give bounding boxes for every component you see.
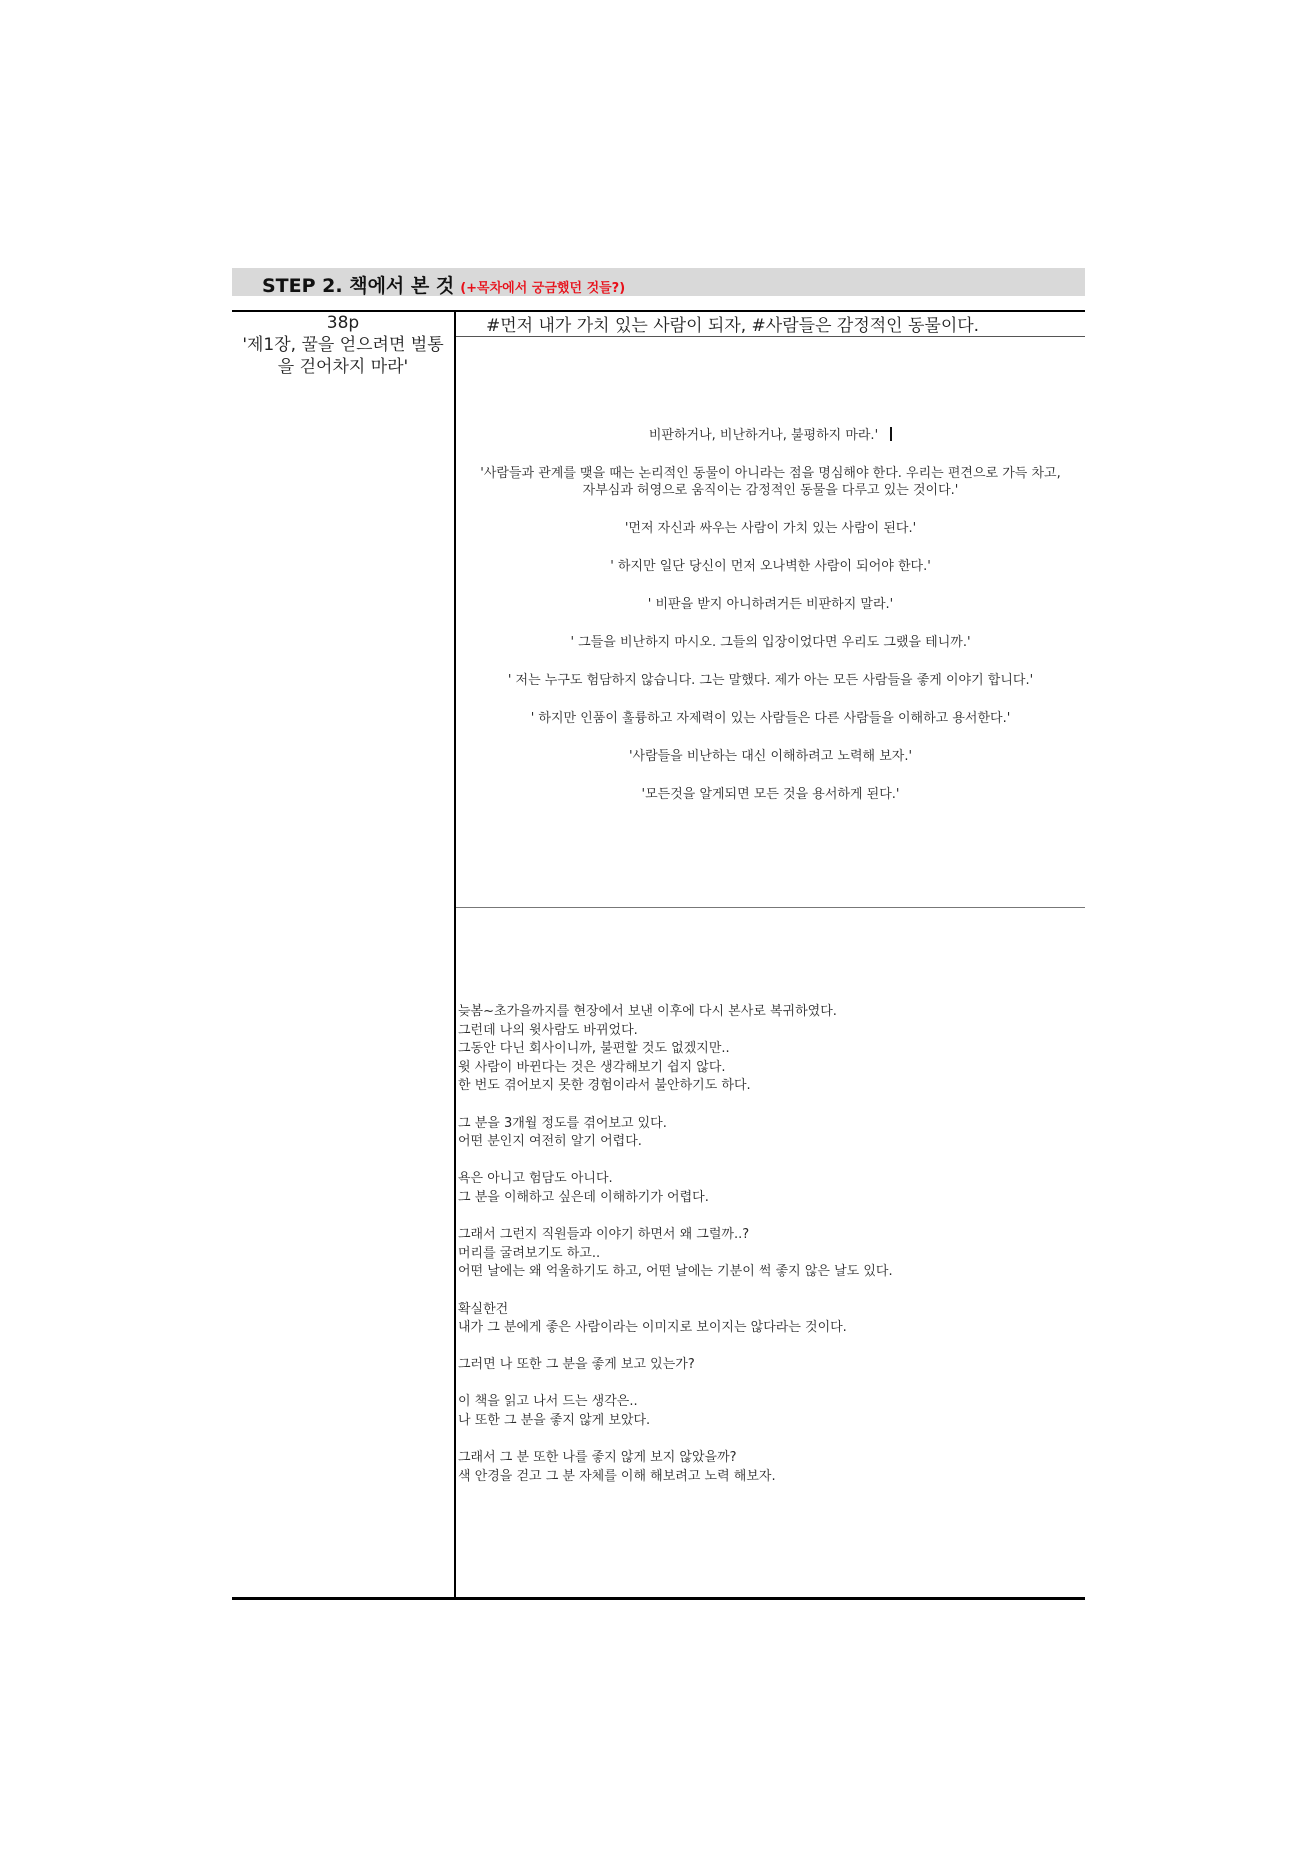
- reflection-line: 윗 사람이 바뀐다는 것은 생각해보기 쉽지 않다.: [458, 1059, 726, 1075]
- reflection-paragraph: [458, 1449, 1078, 1486]
- quote-text: 자부심과 허영으로 움직이는 감정적인 동물을 다루고 있는 것이다.': [582, 483, 959, 498]
- section-title: [262, 271, 625, 298]
- reflection-line: 어떤 분인지 여전히 알기 어렵다.: [458, 1134, 642, 1150]
- chapter-title-line-2: 을 걷어차지 마라': [277, 357, 409, 377]
- quote-text: '사람들과 관계를 맺을 때는 논리적인 동물이 아니라는 점을 명심해야 한다. 우리는 편견으로 가득 차고,: [480, 466, 1061, 481]
- reflection-line: 색 안경을 걷고 그 분 자체를 이해 해보려고 노력 해보자.: [458, 1468, 776, 1484]
- reflection-line: 그 분을 이해하고 싶은데 이해하기가 어렵다.: [458, 1189, 709, 1205]
- reflection-paragraph: [458, 1356, 1078, 1375]
- quote-item: ' 하지만 인품이 훌륭하고 자제력이 있는 사람들은 다른 사람들을 이해하고 용서한다.': [530, 711, 1011, 726]
- reflection-paragraph: [458, 1170, 1078, 1207]
- book-quotes: [456, 427, 1085, 824]
- text-cursor-mark: [890, 427, 892, 441]
- topic-row-divider: [456, 336, 1085, 337]
- quote-item: ' 그들을 비난하지 마시오. 그들의 입장이었다면 우리도 그랬을 테니까.': [570, 635, 971, 650]
- section-subtitle: (+목차에서 궁금했던 것들?): [460, 281, 626, 296]
- quote-item: [456, 427, 1085, 444]
- topic-hashtags: #먼저 내가 가치 있는 사람이 되자, #사람들은 감정적인 동물이다.: [486, 316, 980, 336]
- personal-reflection: [458, 1003, 1078, 1505]
- reflection-paragraph: [458, 1003, 1078, 1096]
- reflection-line: 이 책을 읽고 나서 드는 생각은..: [458, 1394, 638, 1410]
- section-header-bar: [232, 268, 1085, 296]
- chapter-reference-cell: [232, 312, 454, 378]
- reflection-line: 그래서 그런지 직원들과 이야기 하면서 왜 그럴까..?: [458, 1227, 750, 1243]
- page-number: 38p: [326, 313, 360, 333]
- reflection-paragraph: [458, 1393, 1078, 1430]
- reflection-paragraph: [458, 1226, 1078, 1282]
- section-title-text: STEP 2. 책에서 본 것: [262, 275, 455, 297]
- quote-item: ' 하지만 일단 당신이 먼저 오나벽한 사람이 되어야 한다.': [610, 559, 931, 574]
- quote-item: '모든것을 알게되면 모든 것을 용서하게 된다.': [641, 787, 900, 802]
- reflection-line: 어떤 날에는 왜 억울하기도 하고, 어떤 날에는 기분이 썩 좋지 않은 날도 있다.: [458, 1264, 893, 1280]
- reflection-line: 그러면 나 또한 그 분을 좋게 보고 있는가?: [458, 1357, 695, 1373]
- reflection-line: 나 또한 그 분을 좋지 않게 보았다.: [458, 1413, 651, 1429]
- quote-item: ' 비판을 받지 아니하려거든 비판하지 말라.': [647, 597, 894, 612]
- reflection-line: 확실한건: [458, 1301, 509, 1317]
- reflection-line: 그 분을 3개월 정도를 겪어보고 있다.: [458, 1115, 667, 1131]
- quote-item: '먼저 자신과 싸우는 사람이 가치 있는 사람이 된다.': [624, 521, 917, 536]
- reflection-line: 늦봄~초가을까지를 현장에서 보낸 이후에 다시 본사로 복귀하였다.: [458, 1004, 837, 1019]
- reflection-paragraph: [458, 1301, 1078, 1338]
- reflection-line: 그동안 다닌 회사이니까, 불편할 것도 없겠지만..: [458, 1041, 730, 1057]
- quote-item: [456, 465, 1085, 499]
- quote-item: '사람들을 비난하는 대신 이해하려고 노력해 보자.': [628, 749, 913, 764]
- table-bottom-border: [232, 1597, 1085, 1600]
- reflection-line: 욕은 아니고 험담도 아니다.: [458, 1171, 613, 1187]
- reflection-line: 한 번도 겪어보지 못한 경험이라서 불안하기도 하다.: [458, 1078, 751, 1094]
- quote-item: ' 저는 누구도 험담하지 않습니다. 그는 말했다. 제가 아는 모든 사람들을 좋게 이야기 합니다.': [507, 673, 1034, 688]
- reflection-paragraph: [458, 1115, 1078, 1152]
- reflection-line: 내가 그 분에게 좋은 사람이라는 이미지로 보이지는 않다라는 것이다.: [458, 1320, 847, 1336]
- quote-text: 비판하거나, 비난하거나, 불평하지 마라.': [648, 428, 879, 443]
- chapter-title-line-1: '제1장, 꿀을 얻으려면 벌통: [242, 335, 444, 355]
- quotes-row-divider: [456, 907, 1085, 908]
- reflection-line: 머리를 굴려보기도 하고..: [458, 1245, 601, 1261]
- reflection-line: 그래서 그 분 또한 나를 좋지 않게 보지 않았을까?: [458, 1450, 737, 1466]
- reflection-line: 그런데 나의 윗사람도 바뀌었다.: [458, 1022, 638, 1038]
